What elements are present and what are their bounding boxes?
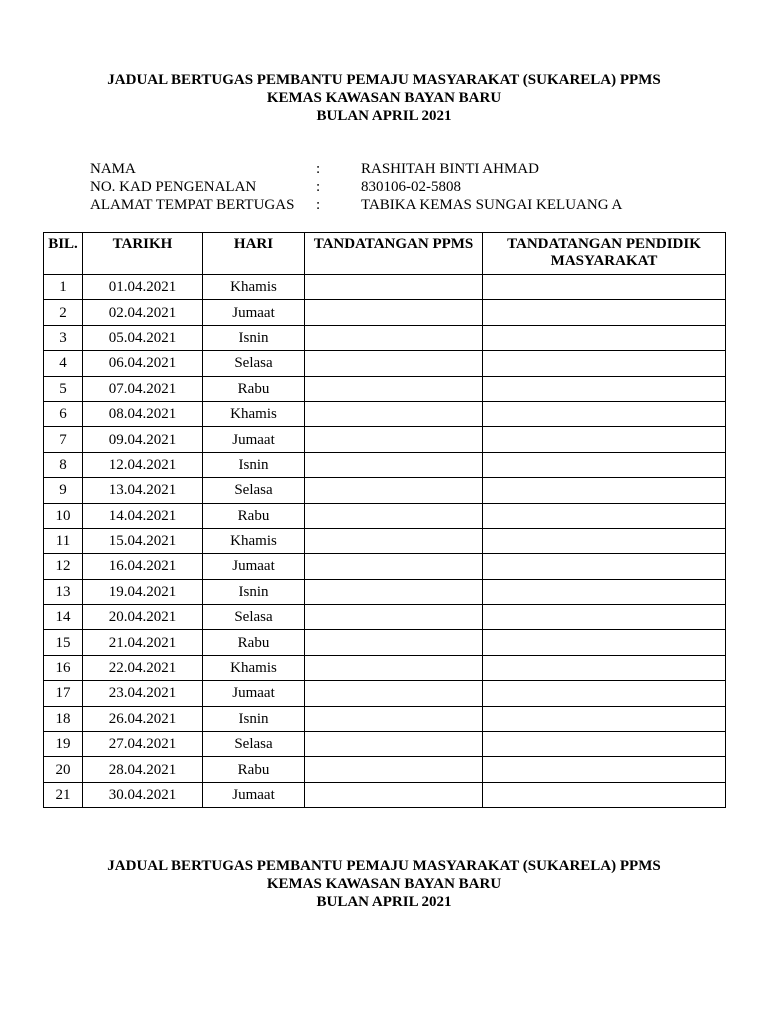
table-row: [44, 554, 726, 579]
cell-bil: 2: [44, 300, 83, 325]
cell-bil: 18: [44, 706, 83, 731]
table-body: [44, 275, 726, 808]
ic-value: 830106-02-5808: [361, 179, 461, 195]
cell-tarikh: 09.04.2021: [83, 427, 203, 452]
cell-tarikh: 20.04.2021: [83, 605, 203, 630]
cell-bil: 4: [44, 351, 83, 376]
cell-bil: 5: [44, 376, 83, 401]
cell-sign-pendidik: [483, 732, 726, 757]
cell-hari: Jumaat: [203, 300, 305, 325]
cell-sign-ppms: [305, 579, 483, 604]
table-row: [44, 452, 726, 477]
cell-hari: Selasa: [203, 605, 305, 630]
cell-sign-ppms: [305, 655, 483, 680]
header-bil: BIL.: [44, 233, 83, 275]
cell-sign-ppms: [305, 300, 483, 325]
cell-sign-pendidik: [483, 427, 726, 452]
cell-sign-ppms: [305, 376, 483, 401]
schedule-table: [43, 232, 726, 808]
cell-hari: Selasa: [203, 351, 305, 376]
document-header: [0, 71, 768, 125]
table-header-row: [44, 233, 726, 275]
cell-sign-ppms: [305, 630, 483, 655]
cell-sign-pendidik: [483, 528, 726, 553]
cell-tarikh: 08.04.2021: [83, 401, 203, 426]
cell-sign-pendidik: [483, 681, 726, 706]
table-row: [44, 351, 726, 376]
cell-bil: 10: [44, 503, 83, 528]
cell-hari: Jumaat: [203, 681, 305, 706]
cell-bil: 6: [44, 401, 83, 426]
cell-sign-pendidik: [483, 630, 726, 655]
cell-hari: Jumaat: [203, 427, 305, 452]
table-row: [44, 325, 726, 350]
cell-sign-pendidik: [483, 401, 726, 426]
cell-hari: Selasa: [203, 478, 305, 503]
cell-tarikh: 15.04.2021: [83, 528, 203, 553]
cell-hari: Isnin: [203, 579, 305, 604]
cell-hari: Khamis: [203, 275, 305, 300]
cell-tarikh: 23.04.2021: [83, 681, 203, 706]
header-sign-ppms: TANDATANGAN PPMS: [305, 233, 483, 275]
table-row: [44, 706, 726, 731]
table-row: [44, 275, 726, 300]
cell-sign-ppms: [305, 528, 483, 553]
cell-sign-ppms: [305, 706, 483, 731]
header-title: JADUAL BERTUGAS PEMBANTU PEMAJU MASYARAKAT (SUKARELA) PPMS: [107, 858, 661, 874]
cell-sign-ppms: [305, 681, 483, 706]
table-row: [44, 300, 726, 325]
cell-sign-pendidik: [483, 300, 726, 325]
header-title: JADUAL BERTUGAS PEMBANTU PEMAJU MASYARAKAT (SUKARELA) PPMS: [107, 72, 661, 88]
cell-bil: 11: [44, 528, 83, 553]
cell-bil: 9: [44, 478, 83, 503]
cell-hari: Rabu: [203, 376, 305, 401]
address-value: TABIKA KEMAS SUNGAI KELUANG A: [361, 197, 623, 213]
cell-sign-ppms: [305, 325, 483, 350]
cell-sign-pendidik: [483, 452, 726, 477]
header-tarikh: TARIKH: [83, 233, 203, 275]
cell-sign-ppms: [305, 782, 483, 807]
cell-hari: Khamis: [203, 528, 305, 553]
cell-sign-pendidik: [483, 655, 726, 680]
colon: :: [316, 179, 321, 195]
cell-bil: 12: [44, 554, 83, 579]
cell-bil: 15: [44, 630, 83, 655]
name-value: RASHITAH BINTI AHMAD: [361, 161, 539, 177]
cell-tarikh: 30.04.2021: [83, 782, 203, 807]
header-hari: HARI: [203, 233, 305, 275]
cell-bil: 14: [44, 605, 83, 630]
cell-hari: Isnin: [203, 452, 305, 477]
table-row: [44, 427, 726, 452]
cell-tarikh: 14.04.2021: [83, 503, 203, 528]
cell-tarikh: 07.04.2021: [83, 376, 203, 401]
cell-bil: 3: [44, 325, 83, 350]
cell-sign-ppms: [305, 401, 483, 426]
cell-sign-pendidik: [483, 376, 726, 401]
table-row: [44, 757, 726, 782]
cell-hari: Jumaat: [203, 554, 305, 579]
cell-sign-pendidik: [483, 503, 726, 528]
table-row: [44, 630, 726, 655]
cell-tarikh: 13.04.2021: [83, 478, 203, 503]
cell-sign-pendidik: [483, 275, 726, 300]
cell-sign-pendidik: [483, 782, 726, 807]
header-area: KEMAS KAWASAN BAYAN BARU: [266, 90, 502, 106]
table-row: [44, 681, 726, 706]
cell-hari: Rabu: [203, 503, 305, 528]
cell-sign-pendidik: [483, 325, 726, 350]
cell-hari: Rabu: [203, 757, 305, 782]
table-row: [44, 478, 726, 503]
name-label: NAMA: [90, 161, 136, 177]
cell-sign-ppms: [305, 503, 483, 528]
cell-sign-ppms: [305, 351, 483, 376]
cell-bil: 21: [44, 782, 83, 807]
table-row: [44, 376, 726, 401]
cell-sign-pendidik: [483, 478, 726, 503]
cell-bil: 16: [44, 655, 83, 680]
colon: :: [316, 161, 321, 177]
cell-hari: Khamis: [203, 655, 305, 680]
cell-sign-ppms: [305, 732, 483, 757]
cell-sign-pendidik: [483, 554, 726, 579]
cell-sign-ppms: [305, 554, 483, 579]
cell-sign-pendidik: [483, 351, 726, 376]
cell-hari: Isnin: [203, 706, 305, 731]
cell-sign-ppms: [305, 757, 483, 782]
cell-hari: Khamis: [203, 401, 305, 426]
cell-hari: Rabu: [203, 630, 305, 655]
cell-tarikh: 22.04.2021: [83, 655, 203, 680]
header-month: BULAN APRIL 2021: [316, 894, 452, 910]
cell-sign-ppms: [305, 605, 483, 630]
cell-sign-pendidik: [483, 757, 726, 782]
header-area: KEMAS KAWASAN BAYAN BARU: [266, 876, 502, 892]
cell-tarikh: 16.04.2021: [83, 554, 203, 579]
ic-label: NO. KAD PENGENALAN: [90, 179, 257, 195]
cell-bil: 13: [44, 579, 83, 604]
cell-sign-pendidik: [483, 605, 726, 630]
cell-bil: 19: [44, 732, 83, 757]
cell-sign-pendidik: [483, 579, 726, 604]
table-row: [44, 528, 726, 553]
cell-sign-ppms: [305, 478, 483, 503]
cell-bil: 7: [44, 427, 83, 452]
cell-tarikh: 01.04.2021: [83, 275, 203, 300]
table-row: [44, 579, 726, 604]
cell-tarikh: 12.04.2021: [83, 452, 203, 477]
cell-tarikh: 05.04.2021: [83, 325, 203, 350]
header-sign-pendidik: TANDATANGAN PENDIDIK MASYARAKAT: [483, 233, 726, 275]
cell-tarikh: 26.04.2021: [83, 706, 203, 731]
table-row: [44, 605, 726, 630]
cell-sign-pendidik: [483, 706, 726, 731]
table-row: [44, 732, 726, 757]
cell-bil: 17: [44, 681, 83, 706]
cell-bil: 8: [44, 452, 83, 477]
cell-bil: 20: [44, 757, 83, 782]
cell-tarikh: 27.04.2021: [83, 732, 203, 757]
cell-sign-ppms: [305, 275, 483, 300]
cell-hari: Selasa: [203, 732, 305, 757]
cell-tarikh: 06.04.2021: [83, 351, 203, 376]
header-month: BULAN APRIL 2021: [316, 108, 452, 124]
cell-sign-ppms: [305, 452, 483, 477]
table-row: [44, 782, 726, 807]
table-row: [44, 655, 726, 680]
cell-sign-ppms: [305, 427, 483, 452]
cell-hari: Isnin: [203, 325, 305, 350]
cell-bil: 1: [44, 275, 83, 300]
cell-tarikh: 02.04.2021: [83, 300, 203, 325]
cell-tarikh: 19.04.2021: [83, 579, 203, 604]
document-header-repeat: [0, 857, 768, 911]
cell-tarikh: 21.04.2021: [83, 630, 203, 655]
cell-hari: Jumaat: [203, 782, 305, 807]
colon: :: [316, 197, 321, 213]
address-label: ALAMAT TEMPAT BERTUGAS: [90, 197, 295, 213]
cell-tarikh: 28.04.2021: [83, 757, 203, 782]
table-row: [44, 503, 726, 528]
table-row: [44, 401, 726, 426]
